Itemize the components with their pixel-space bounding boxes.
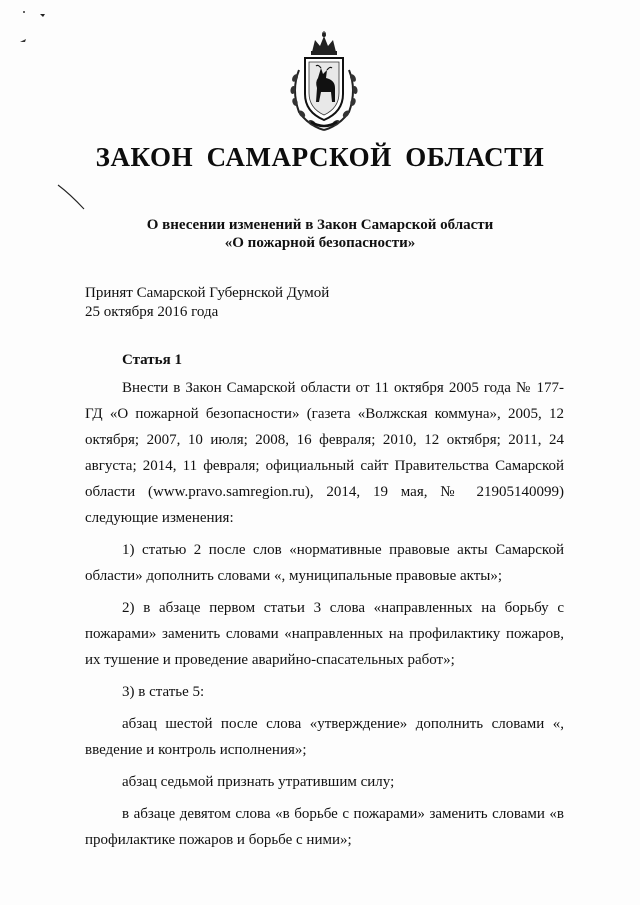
adoption-body: Принят Самарской Губернской Думой — [85, 285, 330, 301]
article-paragraph: в абзаце девятом слова «в борьбе с пожарами» заменить словами «в профилактике пожаров и борьбе с ними»; — [85, 806, 564, 848]
article-paragraph: 1) статью 2 после слов «нормативные правовые акты Самарской области» дополнить словами «, муниципальные правовые акты»; — [85, 542, 564, 584]
article-paragraph: 2) в абзаце первом статьи 3 слова «направленных на борьбу с пожарами» заменить словами «направленных на профилактику пожаров, их тушение и проведение аварийно-спасательных работ»; — [85, 600, 564, 668]
scan-pen-stroke — [56, 182, 88, 212]
article-paragraph: 3) в статье 5: — [122, 684, 205, 700]
adoption-block — [85, 284, 329, 322]
subtitle-line: «О пожарной безопасности» — [224, 235, 416, 251]
article-body — [85, 375, 564, 853]
scan-speck-marks — [0, 0, 80, 60]
coat-of-arms-icon — [285, 30, 363, 134]
subtitle-line: О внесении изменений в Закон Самарской области — [146, 217, 494, 233]
article-paragraph: абзац шестой после слова «утверждение» дополнить словами «, введение и контроль исполнения»; — [85, 716, 564, 758]
article-title: Статья 1 — [122, 352, 182, 368]
article-paragraph: абзац седьмой признать утратившим силу; — [122, 774, 395, 790]
adoption-date: 25 октября 2016 года — [85, 304, 219, 320]
document-title: ЗАКОН САМАРСКОЙ ОБЛАСТИ — [95, 142, 545, 172]
article-paragraph: Внести в Закон Самарской области от 11 октября 2005 года № 177-ГД «О пожарной безопасности» (газета «Волжская коммуна», 2005, 12 октября; 2007, 10 июля; 2008, 16 февраля; 2010, 12 октября; 2011, 24 августа; 2014, 11 февраля; официальный сайт Правительства Самарской области (www.pravo.samregion.ru), 2014, 19 мая, № 21905140099) следующие изменения: — [85, 380, 564, 526]
document-subtitle — [0, 216, 640, 252]
